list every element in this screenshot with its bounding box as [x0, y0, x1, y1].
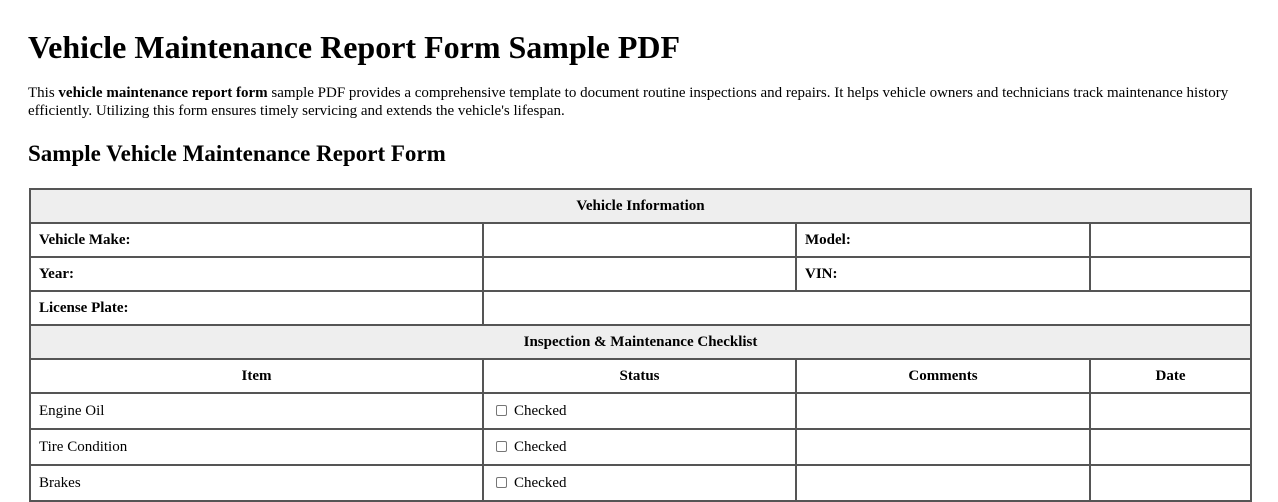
form-subtitle: Sample Vehicle Maintenance Report Form — [28, 141, 446, 166]
year-label: Year: — [30, 257, 483, 291]
vehicle-info-header: Vehicle Information — [30, 189, 1251, 223]
status-checkbox-label: Checked — [514, 402, 567, 419]
status-checkbox[interactable] — [496, 405, 507, 416]
vehicle-make-field[interactable] — [483, 223, 796, 257]
column-header-item: Item — [30, 359, 483, 393]
status-checkbox-label: Checked — [514, 438, 567, 455]
status-cell — [483, 465, 796, 501]
date-field[interactable] — [1090, 465, 1251, 501]
model-label: Model: — [796, 223, 1090, 257]
model-field[interactable] — [1090, 223, 1251, 257]
table-row — [30, 465, 1251, 501]
page-title: Vehicle Maintenance Report Form Sample PDF — [28, 29, 681, 65]
table-row — [30, 393, 1251, 429]
status-cell — [483, 429, 796, 465]
intro-text-end: sample PDF provides a comprehensive template to document routine inspections and repairs. It helps vehicle owners and technicians track maintenance history efficiently. Utilizing this form ensures timely servicing and extends the vehicle's lifespan. — [28, 85, 1229, 119]
vin-label: VIN: — [796, 257, 1090, 291]
vehicle-make-label: Vehicle Make: — [30, 223, 483, 257]
checklist-item-label: Engine Oil — [30, 393, 483, 429]
vin-field[interactable] — [1090, 257, 1251, 291]
intro-paragraph — [28, 84, 1250, 120]
comments-field[interactable] — [796, 465, 1090, 501]
status-checkbox[interactable] — [496, 477, 507, 488]
status-checkbox-label: Checked — [514, 474, 567, 491]
comments-field[interactable] — [796, 393, 1090, 429]
date-field[interactable] — [1090, 393, 1251, 429]
year-field[interactable] — [483, 257, 796, 291]
column-header-status: Status — [483, 359, 796, 393]
table-row — [30, 429, 1251, 465]
intro-bold-phrase: vehicle maintenance report form — [58, 85, 268, 101]
date-field[interactable] — [1090, 429, 1251, 465]
intro-text-start: This — [28, 85, 59, 101]
status-cell — [483, 393, 796, 429]
license-plate-label: License Plate: — [30, 291, 483, 325]
status-checkbox[interactable] — [496, 441, 507, 452]
column-header-date: Date — [1090, 359, 1251, 393]
checklist-item-label: Tire Condition — [30, 429, 483, 465]
comments-field[interactable] — [796, 429, 1090, 465]
checklist-header: Inspection & Maintenance Checklist — [30, 325, 1251, 359]
checklist-item-label: Brakes — [30, 465, 483, 501]
license-plate-field[interactable] — [483, 291, 1251, 325]
maintenance-form-table — [29, 188, 1252, 502]
column-header-comments: Comments — [796, 359, 1090, 393]
